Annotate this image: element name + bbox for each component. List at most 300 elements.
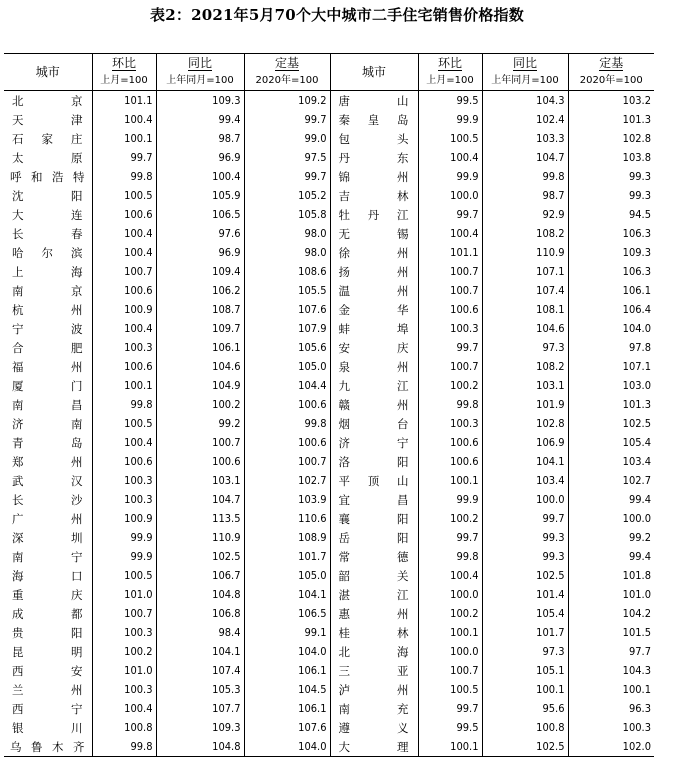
left-city-cell: 贵 阳 bbox=[12, 625, 84, 640]
table-row bbox=[4, 224, 654, 243]
right-yoy-cell: 101.4 bbox=[482, 585, 568, 604]
left-mom-cell: 100.6 bbox=[92, 205, 156, 224]
right-mom-cell: 100.3 bbox=[418, 414, 482, 433]
left-base-cell: 99.1 bbox=[244, 623, 330, 642]
table-row bbox=[4, 262, 654, 281]
left-mom-cell: 100.3 bbox=[92, 338, 156, 357]
left-city-cell: 南 京 bbox=[12, 283, 84, 298]
right-mom-cell: 99.7 bbox=[418, 205, 482, 224]
left-mom-cell: 100.2 bbox=[92, 642, 156, 661]
left-mom-cell: 100.8 bbox=[92, 718, 156, 737]
left-mom-cell: 100.3 bbox=[92, 490, 156, 509]
left-mom-cell: 99.8 bbox=[92, 737, 156, 757]
left-base-cell: 99.0 bbox=[244, 129, 330, 148]
right-base-cell: 104.0 bbox=[568, 319, 654, 338]
table-row bbox=[4, 376, 654, 395]
table-row bbox=[4, 547, 654, 566]
right-yoy-cell: 99.8 bbox=[482, 167, 568, 186]
left-yoy-cell: 100.6 bbox=[156, 452, 244, 471]
right-city-cell: 三 亚 bbox=[330, 661, 418, 680]
left-city-cell: 呼和浩特 bbox=[10, 169, 86, 184]
right-city-cell: 安 庆 bbox=[330, 338, 418, 357]
right-mom-cell: 100.7 bbox=[418, 357, 482, 376]
right-base-cell: 103.2 bbox=[568, 91, 654, 111]
table-row bbox=[4, 737, 654, 757]
right-city-cell: 常 德 bbox=[330, 547, 418, 566]
right-mom-cell: 99.9 bbox=[418, 490, 482, 509]
header-mom-right: 环比 bbox=[418, 54, 482, 73]
table-row bbox=[4, 414, 654, 433]
left-city-cell: 合 肥 bbox=[12, 340, 84, 355]
right-yoy-cell: 106.9 bbox=[482, 433, 568, 452]
right-city-cell: 襄 阳 bbox=[330, 509, 418, 528]
table-row bbox=[4, 395, 654, 414]
right-yoy-cell: 99.7 bbox=[482, 509, 568, 528]
left-base-cell: 105.0 bbox=[244, 566, 330, 585]
left-yoy-cell: 104.8 bbox=[156, 737, 244, 757]
table-row bbox=[4, 91, 654, 111]
right-yoy-cell: 107.1 bbox=[482, 262, 568, 281]
right-base-cell: 96.3 bbox=[568, 699, 654, 718]
right-yoy-cell: 102.4 bbox=[482, 110, 568, 129]
right-base-cell: 99.3 bbox=[568, 186, 654, 205]
right-base-cell: 106.1 bbox=[568, 281, 654, 300]
left-city-cell: 深 圳 bbox=[12, 530, 84, 545]
header-base-sub-left: 2020年=100 bbox=[244, 72, 330, 91]
right-city-cell: 岳 阳 bbox=[330, 528, 418, 547]
table-row bbox=[4, 433, 654, 452]
right-mom-cell: 100.6 bbox=[418, 452, 482, 471]
left-yoy-cell: 110.9 bbox=[156, 528, 244, 547]
right-yoy-cell: 107.4 bbox=[482, 281, 568, 300]
table-row bbox=[4, 661, 654, 680]
table-row bbox=[4, 642, 654, 661]
right-yoy-cell: 103.4 bbox=[482, 471, 568, 490]
table-row bbox=[4, 186, 654, 205]
right-base-cell: 104.3 bbox=[568, 661, 654, 680]
left-base-cell: 104.0 bbox=[244, 737, 330, 757]
left-city-cell: 广 州 bbox=[12, 511, 84, 526]
table-row bbox=[4, 281, 654, 300]
right-city-cell: 泸 州 bbox=[330, 680, 418, 699]
right-mom-cell: 100.4 bbox=[418, 224, 482, 243]
left-yoy-cell: 106.1 bbox=[156, 338, 244, 357]
right-yoy-cell: 100.1 bbox=[482, 680, 568, 699]
left-city-cell: 厦 门 bbox=[12, 378, 84, 393]
right-yoy-cell: 105.4 bbox=[482, 604, 568, 623]
table-row bbox=[4, 566, 654, 585]
left-yoy-cell: 109.3 bbox=[156, 91, 244, 111]
left-base-cell: 100.6 bbox=[244, 433, 330, 452]
left-city-cell: 大 连 bbox=[12, 207, 84, 222]
left-city-cell: 青 岛 bbox=[12, 435, 84, 450]
left-yoy-cell: 100.7 bbox=[156, 433, 244, 452]
right-mom-cell: 99.5 bbox=[418, 91, 482, 111]
left-yoy-cell: 104.6 bbox=[156, 357, 244, 376]
left-city-cell: 西 安 bbox=[12, 663, 84, 678]
left-yoy-cell: 105.3 bbox=[156, 680, 244, 699]
left-mom-cell: 99.9 bbox=[92, 528, 156, 547]
right-city-cell: 遵 义 bbox=[330, 718, 418, 737]
left-mom-cell: 100.5 bbox=[92, 566, 156, 585]
right-city-cell: 包 头 bbox=[330, 129, 418, 148]
right-mom-cell: 100.2 bbox=[418, 604, 482, 623]
left-yoy-cell: 98.7 bbox=[156, 129, 244, 148]
right-yoy-cell: 102.5 bbox=[482, 737, 568, 757]
header-yoy-sub-left: 上年同月=100 bbox=[156, 72, 244, 91]
left-base-cell: 104.4 bbox=[244, 376, 330, 395]
left-yoy-cell: 105.9 bbox=[156, 186, 244, 205]
left-base-cell: 100.7 bbox=[244, 452, 330, 471]
left-city-cell: 杭 州 bbox=[12, 302, 84, 317]
right-mom-cell: 100.5 bbox=[418, 680, 482, 699]
left-mom-cell: 100.5 bbox=[92, 414, 156, 433]
right-mom-cell: 100.4 bbox=[418, 566, 482, 585]
right-base-cell: 102.7 bbox=[568, 471, 654, 490]
left-city-cell: 太 原 bbox=[12, 150, 84, 165]
table-row bbox=[4, 509, 654, 528]
table-row bbox=[4, 604, 654, 623]
header-mom-left: 环比 bbox=[92, 54, 156, 73]
left-yoy-cell: 104.9 bbox=[156, 376, 244, 395]
right-base-cell: 106.3 bbox=[568, 262, 654, 281]
left-mom-cell: 100.4 bbox=[92, 699, 156, 718]
left-city-cell: 兰 州 bbox=[12, 682, 84, 697]
right-city-cell: 无 锡 bbox=[330, 224, 418, 243]
right-mom-cell: 100.1 bbox=[418, 471, 482, 490]
right-base-cell: 104.2 bbox=[568, 604, 654, 623]
right-base-cell: 102.8 bbox=[568, 129, 654, 148]
right-city-cell: 烟 台 bbox=[330, 414, 418, 433]
table-row bbox=[4, 319, 654, 338]
right-mom-cell: 99.9 bbox=[418, 167, 482, 186]
left-base-cell: 104.0 bbox=[244, 642, 330, 661]
left-mom-cell: 100.1 bbox=[92, 376, 156, 395]
right-mom-cell: 99.7 bbox=[418, 528, 482, 547]
right-base-cell: 103.0 bbox=[568, 376, 654, 395]
right-yoy-cell: 100.8 bbox=[482, 718, 568, 737]
left-mom-cell: 100.3 bbox=[92, 471, 156, 490]
left-base-cell: 105.6 bbox=[244, 338, 330, 357]
left-city-cell: 哈尔滨 bbox=[12, 245, 84, 260]
right-city-cell: 唐 山 bbox=[330, 91, 418, 111]
left-yoy-cell: 106.2 bbox=[156, 281, 244, 300]
left-mom-cell: 100.4 bbox=[92, 433, 156, 452]
table-row bbox=[4, 699, 654, 718]
right-yoy-cell: 92.9 bbox=[482, 205, 568, 224]
header-mom-sub-right: 上月=100 bbox=[418, 72, 482, 91]
table-row bbox=[4, 110, 654, 129]
left-base-cell: 110.6 bbox=[244, 509, 330, 528]
right-base-cell: 101.3 bbox=[568, 110, 654, 129]
right-yoy-cell: 95.6 bbox=[482, 699, 568, 718]
right-city-cell: 平顶山 bbox=[330, 471, 418, 490]
left-base-cell: 99.8 bbox=[244, 414, 330, 433]
left-yoy-cell: 96.9 bbox=[156, 243, 244, 262]
right-city-cell: 南 充 bbox=[330, 699, 418, 718]
right-mom-cell: 99.8 bbox=[418, 547, 482, 566]
right-city-cell: 秦皇岛 bbox=[330, 110, 418, 129]
right-yoy-cell: 98.7 bbox=[482, 186, 568, 205]
right-base-cell: 106.3 bbox=[568, 224, 654, 243]
right-yoy-cell: 108.2 bbox=[482, 224, 568, 243]
left-city-cell: 南 昌 bbox=[12, 397, 84, 412]
table-row bbox=[4, 471, 654, 490]
left-yoy-cell: 109.3 bbox=[156, 718, 244, 737]
left-yoy-cell: 104.1 bbox=[156, 642, 244, 661]
right-city-cell: 韶 关 bbox=[330, 566, 418, 585]
header-mom-sub-left: 上月=100 bbox=[92, 72, 156, 91]
right-base-cell: 99.2 bbox=[568, 528, 654, 547]
right-yoy-cell: 97.3 bbox=[482, 642, 568, 661]
left-yoy-cell: 103.1 bbox=[156, 471, 244, 490]
right-city-cell: 丹 东 bbox=[330, 148, 418, 167]
right-base-cell: 100.0 bbox=[568, 509, 654, 528]
right-city-cell: 赣 州 bbox=[330, 395, 418, 414]
left-yoy-cell: 107.7 bbox=[156, 699, 244, 718]
left-mom-cell: 100.6 bbox=[92, 281, 156, 300]
left-mom-cell: 100.4 bbox=[92, 243, 156, 262]
left-yoy-cell: 106.7 bbox=[156, 566, 244, 585]
left-mom-cell: 99.9 bbox=[92, 547, 156, 566]
left-city-cell: 昆 明 bbox=[12, 644, 84, 659]
right-yoy-cell: 102.8 bbox=[482, 414, 568, 433]
header-row-2 bbox=[4, 72, 654, 91]
left-city-cell: 长 沙 bbox=[12, 492, 84, 507]
right-base-cell: 101.3 bbox=[568, 395, 654, 414]
left-mom-cell: 101.0 bbox=[92, 585, 156, 604]
table-row bbox=[4, 300, 654, 319]
right-yoy-cell: 99.3 bbox=[482, 547, 568, 566]
left-yoy-cell: 104.7 bbox=[156, 490, 244, 509]
left-city-cell: 天 津 bbox=[12, 112, 84, 127]
left-base-cell: 108.6 bbox=[244, 262, 330, 281]
right-base-cell: 97.7 bbox=[568, 642, 654, 661]
right-city-cell: 温 州 bbox=[330, 281, 418, 300]
table-row bbox=[4, 623, 654, 642]
right-city-cell: 九 江 bbox=[330, 376, 418, 395]
header-yoy-sub-right: 上年同月=100 bbox=[482, 72, 568, 91]
right-city-cell: 洛 阳 bbox=[330, 452, 418, 471]
left-yoy-cell: 109.4 bbox=[156, 262, 244, 281]
right-yoy-cell: 100.0 bbox=[482, 490, 568, 509]
left-yoy-cell: 98.4 bbox=[156, 623, 244, 642]
left-mom-cell: 100.3 bbox=[92, 623, 156, 642]
left-yoy-cell: 109.7 bbox=[156, 319, 244, 338]
right-mom-cell: 100.1 bbox=[418, 623, 482, 642]
left-base-cell: 102.7 bbox=[244, 471, 330, 490]
left-base-cell: 107.9 bbox=[244, 319, 330, 338]
right-yoy-cell: 103.1 bbox=[482, 376, 568, 395]
right-base-cell: 99.4 bbox=[568, 547, 654, 566]
table-row bbox=[4, 243, 654, 262]
right-yoy-cell: 103.3 bbox=[482, 129, 568, 148]
right-yoy-cell: 105.1 bbox=[482, 661, 568, 680]
left-mom-cell: 100.6 bbox=[92, 452, 156, 471]
left-base-cell: 105.5 bbox=[244, 281, 330, 300]
right-mom-cell: 100.0 bbox=[418, 642, 482, 661]
right-mom-cell: 100.6 bbox=[418, 300, 482, 319]
left-base-cell: 104.5 bbox=[244, 680, 330, 699]
right-city-cell: 宜 昌 bbox=[330, 490, 418, 509]
left-yoy-cell: 96.9 bbox=[156, 148, 244, 167]
left-mom-cell: 100.9 bbox=[92, 509, 156, 528]
left-yoy-cell: 107.4 bbox=[156, 661, 244, 680]
right-city-cell: 桂 林 bbox=[330, 623, 418, 642]
right-city-cell: 惠 州 bbox=[330, 604, 418, 623]
right-base-cell: 94.5 bbox=[568, 205, 654, 224]
left-base-cell: 99.7 bbox=[244, 167, 330, 186]
right-yoy-cell: 101.9 bbox=[482, 395, 568, 414]
right-base-cell: 109.3 bbox=[568, 243, 654, 262]
left-city-cell: 西 宁 bbox=[12, 701, 84, 716]
right-mom-cell: 100.7 bbox=[418, 281, 482, 300]
header-base-left: 定基 bbox=[244, 54, 330, 73]
table-row bbox=[4, 680, 654, 699]
header-base-sub-right: 2020年=100 bbox=[568, 72, 654, 91]
left-city-cell: 沈 阳 bbox=[12, 188, 84, 203]
right-yoy-cell: 102.5 bbox=[482, 566, 568, 585]
right-city-cell: 金 华 bbox=[330, 300, 418, 319]
right-yoy-cell: 108.2 bbox=[482, 357, 568, 376]
right-city-cell: 北 海 bbox=[330, 642, 418, 661]
table-row bbox=[4, 205, 654, 224]
left-mom-cell: 100.6 bbox=[92, 357, 156, 376]
left-base-cell: 103.9 bbox=[244, 490, 330, 509]
left-mom-cell: 99.8 bbox=[92, 395, 156, 414]
left-yoy-cell: 106.8 bbox=[156, 604, 244, 623]
left-base-cell: 106.5 bbox=[244, 604, 330, 623]
right-yoy-cell: 110.9 bbox=[482, 243, 568, 262]
left-mom-cell: 100.7 bbox=[92, 262, 156, 281]
right-base-cell: 101.5 bbox=[568, 623, 654, 642]
left-city-cell: 郑 州 bbox=[12, 454, 84, 469]
left-mom-cell: 100.4 bbox=[92, 319, 156, 338]
right-base-cell: 101.0 bbox=[568, 585, 654, 604]
header-row-1 bbox=[4, 54, 654, 73]
left-yoy-cell: 108.7 bbox=[156, 300, 244, 319]
left-base-cell: 104.1 bbox=[244, 585, 330, 604]
left-mom-cell: 100.4 bbox=[92, 224, 156, 243]
right-city-cell: 湛 江 bbox=[330, 585, 418, 604]
left-city-cell: 成 都 bbox=[12, 606, 84, 621]
table-row bbox=[4, 338, 654, 357]
right-mom-cell: 100.1 bbox=[418, 737, 482, 757]
left-base-cell: 109.2 bbox=[244, 91, 330, 111]
right-base-cell: 105.4 bbox=[568, 433, 654, 452]
right-base-cell: 97.8 bbox=[568, 338, 654, 357]
left-yoy-cell: 104.8 bbox=[156, 585, 244, 604]
left-base-cell: 105.0 bbox=[244, 357, 330, 376]
left-city-cell: 银 川 bbox=[12, 720, 84, 735]
left-mom-cell: 100.5 bbox=[92, 186, 156, 205]
right-yoy-cell: 104.7 bbox=[482, 148, 568, 167]
left-base-cell: 107.6 bbox=[244, 718, 330, 737]
right-mom-cell: 100.0 bbox=[418, 585, 482, 604]
table-row bbox=[4, 585, 654, 604]
left-mom-cell: 101.1 bbox=[92, 91, 156, 111]
right-base-cell: 106.4 bbox=[568, 300, 654, 319]
table-row bbox=[4, 129, 654, 148]
table-row bbox=[4, 718, 654, 737]
right-base-cell: 101.8 bbox=[568, 566, 654, 585]
right-mom-cell: 100.3 bbox=[418, 319, 482, 338]
right-yoy-cell: 99.3 bbox=[482, 528, 568, 547]
left-city-cell: 海 口 bbox=[12, 568, 84, 583]
right-city-cell: 济 宁 bbox=[330, 433, 418, 452]
left-city-cell: 宁 波 bbox=[12, 321, 84, 336]
price-index-table bbox=[4, 53, 654, 757]
left-yoy-cell: 97.6 bbox=[156, 224, 244, 243]
left-base-cell: 105.2 bbox=[244, 186, 330, 205]
left-base-cell: 108.9 bbox=[244, 528, 330, 547]
right-mom-cell: 100.6 bbox=[418, 433, 482, 452]
right-base-cell: 100.1 bbox=[568, 680, 654, 699]
right-city-cell: 大 理 bbox=[330, 737, 418, 757]
left-city-cell: 济 南 bbox=[12, 416, 84, 431]
right-mom-cell: 99.8 bbox=[418, 395, 482, 414]
right-city-cell: 锦 州 bbox=[330, 167, 418, 186]
right-base-cell: 102.5 bbox=[568, 414, 654, 433]
left-yoy-cell: 100.4 bbox=[156, 167, 244, 186]
left-city-cell: 北 京 bbox=[12, 93, 84, 108]
left-yoy-cell: 113.5 bbox=[156, 509, 244, 528]
page-title: 表2：2021年5月70个大中城市二手住宅销售价格指数 bbox=[150, 6, 524, 24]
right-mom-cell: 100.2 bbox=[418, 509, 482, 528]
left-base-cell: 106.1 bbox=[244, 661, 330, 680]
left-city-cell: 南 宁 bbox=[12, 549, 84, 564]
right-base-cell: 103.8 bbox=[568, 148, 654, 167]
right-base-cell: 99.3 bbox=[568, 167, 654, 186]
right-base-cell: 99.4 bbox=[568, 490, 654, 509]
left-yoy-cell: 99.4 bbox=[156, 110, 244, 129]
header-city-right: 城市 bbox=[330, 54, 418, 91]
right-city-cell: 吉 林 bbox=[330, 186, 418, 205]
left-base-cell: 98.0 bbox=[244, 243, 330, 262]
right-yoy-cell: 108.1 bbox=[482, 300, 568, 319]
left-mom-cell: 100.3 bbox=[92, 680, 156, 699]
right-mom-cell: 99.5 bbox=[418, 718, 482, 737]
left-yoy-cell: 102.5 bbox=[156, 547, 244, 566]
right-city-cell: 徐 州 bbox=[330, 243, 418, 262]
right-city-cell: 牡丹江 bbox=[330, 205, 418, 224]
right-mom-cell: 100.7 bbox=[418, 262, 482, 281]
right-base-cell: 102.0 bbox=[568, 737, 654, 757]
left-mom-cell: 100.1 bbox=[92, 129, 156, 148]
header-city-left: 城市 bbox=[4, 54, 92, 91]
left-base-cell: 107.6 bbox=[244, 300, 330, 319]
right-yoy-cell: 104.3 bbox=[482, 91, 568, 111]
left-city-cell: 长 春 bbox=[12, 226, 84, 241]
left-city-cell: 石家庄 bbox=[12, 131, 84, 146]
right-mom-cell: 101.1 bbox=[418, 243, 482, 262]
left-yoy-cell: 100.2 bbox=[156, 395, 244, 414]
right-mom-cell: 100.5 bbox=[418, 129, 482, 148]
table-row bbox=[4, 452, 654, 471]
right-yoy-cell: 104.6 bbox=[482, 319, 568, 338]
left-city-cell: 武 汉 bbox=[12, 473, 84, 488]
left-base-cell: 105.8 bbox=[244, 205, 330, 224]
table-row bbox=[4, 167, 654, 186]
left-city-cell: 福 州 bbox=[12, 359, 84, 374]
header-base-right: 定基 bbox=[568, 54, 654, 73]
header-yoy-right: 同比 bbox=[482, 54, 568, 73]
right-base-cell: 103.4 bbox=[568, 452, 654, 471]
left-base-cell: 100.6 bbox=[244, 395, 330, 414]
right-yoy-cell: 101.7 bbox=[482, 623, 568, 642]
right-city-cell: 泉 州 bbox=[330, 357, 418, 376]
right-mom-cell: 99.7 bbox=[418, 699, 482, 718]
